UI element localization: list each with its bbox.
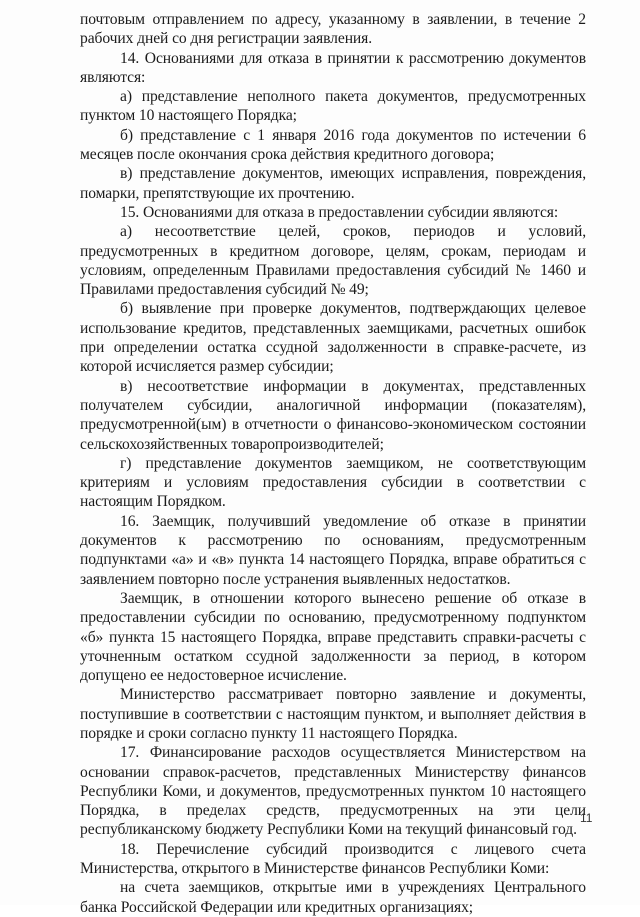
page-number: 11: [580, 811, 593, 825]
paragraph: Министерство рассматривает повторно заявление и документы, поступившие в соответствии с настоящим пунктом, и выполняет действия в порядке и сроки согласно пункту 11 настоящего Порядка.: [80, 686, 586, 742]
paragraph: 15. Основаниями для отказа в предоставлении субсидии являются:: [120, 203, 559, 221]
paragraph: 14. Основаниями для отказа в принятии к рассмотрению документов являются:: [80, 49, 586, 86]
paragraph: 17. Финансирование расходов осуществляется Министерством на основании справок-расчетов, представленных Министерству финансов Республики Коми, и документов, предусмотренных пунктом 10 настоящего Порядка, в пределах средств, предусмотренных на эти цели республиканскому бюджету Республики Коми на текущий финансовый год.: [80, 744, 586, 839]
paragraph: в) несоответствие информации в документах, представленных получателем субсидии, аналогичной информации (показателям), предусмотренной(ым) в отчетности о финансово-экономическом состоянии сельскохозяйственных товаропроизводителей;: [80, 377, 586, 453]
paragraph: в) представление документов, имеющих исправления, повреждения, помарки, препятствующие их прочтению.: [80, 165, 586, 202]
paragraph: б) выявление при проверке документов, подтверждающих целевое использование кредитов, представленных заемщиками, расчетных ошибок при определении остатка ссудной задолженности в справке-расчете, из которой исчисляется размер субсидии;: [80, 300, 586, 376]
paragraph: Заемщик, в отношении которого вынесено решение об отказе в предоставлении субсидии по основанию, предусмотренному подпунктом «б» пункта 15 настоящего Порядка, вправе представить справки-расчеты с уточненным остатком ссудной задолженности за период, в котором допущено ее недостоверное исчисление.: [80, 589, 586, 685]
paragraph: 18. Перечисление субсидий производится с лицевого счета Министерства, открытого в Министерстве финансов Республики Коми:: [80, 840, 586, 878]
paragraph: г) представление документов заемщиком, не соответствующим критериям и условиям предоставления субсидии в соответствии с настоящим Порядком.: [80, 454, 586, 511]
paragraph: а) представление неполного пакета документов, предусмотренных пунктом 10 настоящего Порядка;: [80, 88, 586, 125]
paragraph: почтовым отправлением по адресу, указанному в заявлении, в течение 2 рабочих дней со дня регистрации заявления.: [80, 11, 586, 48]
paragraph: 16. Заемщик, получивший уведомление об отказе в принятии документов к рассмотрению по основаниям, предусмотренным подпунктами «а» и «в» пункта 14 настоящего Порядка, вправе обратиться с заявлением повторно после устранения выявленных недостатков.: [80, 512, 586, 588]
paragraph: на счета заемщиков, открытые ими в учреждениях Центрального банка Российской Федерации или кредитных организациях;: [80, 879, 586, 916]
document-body: [80, 10, 586, 917]
paragraph: а) несоответствие целей, сроков, периодов и условий, предусмотренных в кредитном договоре, целям, срокам, периодам и условиям, определенным Правилами предоставления субсидий № 1460 и Правилами предоставления субсидий № 49;: [80, 223, 586, 299]
paragraph: б) представление с 1 января 2016 года документов по истечении 6 месяцев после окончания срока действия кредитного договора;: [80, 126, 586, 164]
